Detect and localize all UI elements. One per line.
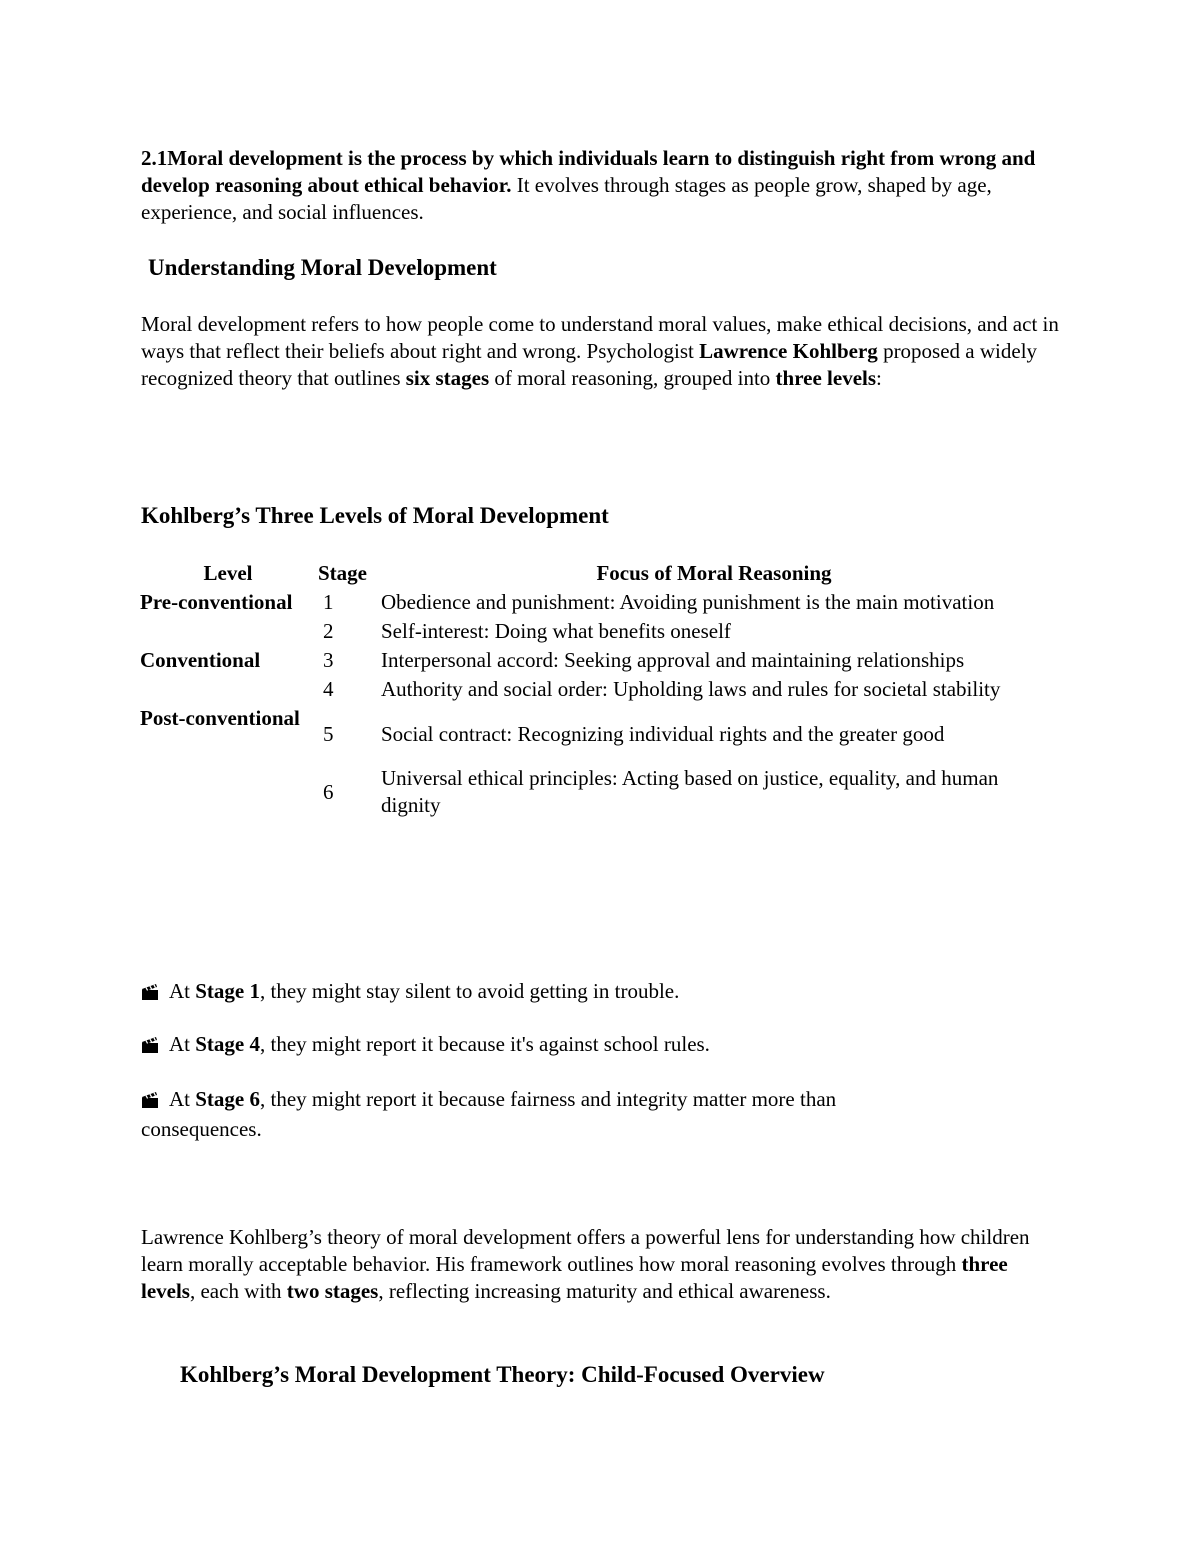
intro-paragraph xyxy=(141,145,1061,226)
example-post: , they might report it because it's against school rules. xyxy=(260,1032,710,1056)
understanding-bold-three-levels: three levels xyxy=(775,366,877,390)
section-heading-understanding: Understanding Moral Development xyxy=(148,255,497,280)
summary-text-e: , reflecting increasing maturity and ethical awareness. xyxy=(378,1279,831,1303)
summary-bold-two-stages: two stages xyxy=(286,1279,379,1303)
summary-text-c: , each with xyxy=(189,1279,287,1303)
table-cell-stage: 1 xyxy=(323,590,334,614)
summary-text-a: Lawrence Kohlberg’s theory of moral development offers a powerful lens for understanding how children learn morally acceptable behavior. His framework outlines how moral reasoning evolves through xyxy=(141,1225,1030,1276)
table-row xyxy=(138,704,1049,764)
table-header-level: Level xyxy=(203,560,253,585)
table-cell-focus: Interpersonal accord: Seeking approval and maintaining relationships xyxy=(381,648,965,672)
table-cell-level: Pre-conventional xyxy=(140,590,293,614)
table-cell-stage: 2 xyxy=(323,619,334,643)
clapperboard-icon xyxy=(141,1089,161,1116)
summary-bold-three-levels: three levels xyxy=(141,1252,1008,1303)
section-heading-three-levels: Kohlberg’s Three Levels of Moral Development xyxy=(141,503,609,528)
table-cell-focus: Universal ethical principles: Acting based on justice, equality, and human dignity xyxy=(381,766,999,817)
table-row xyxy=(138,588,1049,617)
table-cell-focus: Self-interest: Doing what benefits oneself xyxy=(381,619,731,643)
intro-rest: It evolves through stages as people grow, shaped by age, experience, and social influences. xyxy=(141,173,992,224)
final-heading: Kohlberg’s Moral Development Theory: Child-Focused Overview xyxy=(180,1362,825,1387)
example-stage: Stage 6 xyxy=(195,1087,260,1111)
intro-bold: 2.1Moral development is the process by which individuals learn to distinguish right from wrong and develop reasoning about ethical behavior. xyxy=(141,146,1036,197)
table-cell-focus: Authority and social order: Upholding laws and rules for societal stability xyxy=(381,677,1001,701)
table-cell-stage: 6 xyxy=(323,779,334,804)
understanding-bold-six-stages: six stages xyxy=(405,366,490,390)
example-stage-4 xyxy=(141,1031,1061,1061)
table-cell-focus: Social contract: Recognizing individual rights and the greater good xyxy=(381,721,945,746)
table-cell-level: Conventional xyxy=(140,648,261,672)
understanding-text-a: Moral development refers to how people come to understand moral values, make ethical decisions, and act in ways that reflect their beliefs about right and wrong. Psychologist xyxy=(141,312,1059,363)
table-row xyxy=(138,646,1049,675)
example-pre: At xyxy=(169,1087,196,1111)
example-pre: At xyxy=(169,1032,196,1056)
summary-paragraph xyxy=(141,1224,1061,1305)
understanding-bold-kohlberg: Lawrence Kohlberg xyxy=(699,339,878,363)
clapperboard-icon xyxy=(141,1034,161,1061)
example-post: , they might report it because fairness and integrity matter more than consequences. xyxy=(141,1087,837,1141)
understanding-text-e: of moral reasoning, grouped into xyxy=(489,366,776,390)
table-cell-focus: Obedience and punishment: Avoiding punishment is the main motivation xyxy=(381,590,995,614)
example-stage-6 xyxy=(141,1086,941,1143)
kohlberg-levels-table xyxy=(138,558,1049,820)
table-cell-stage: 5 xyxy=(323,721,334,746)
table-header-stage: Stage xyxy=(318,560,367,585)
understanding-text-g: : xyxy=(876,366,882,390)
understanding-paragraph xyxy=(141,311,1061,392)
table-header-row xyxy=(138,558,1049,588)
table-cell-level: Post-conventional xyxy=(140,706,300,730)
example-stage: Stage 1 xyxy=(195,979,260,1003)
example-stage: Stage 4 xyxy=(195,1032,260,1056)
example-post: , they might stay silent to avoid getting in trouble. xyxy=(260,979,680,1003)
example-pre: At xyxy=(169,979,196,1003)
table-cell-stage: 3 xyxy=(323,648,334,672)
understanding-text-c: proposed a widely recognized theory that outlines xyxy=(141,339,1038,390)
example-stage-1 xyxy=(141,978,1061,1008)
table-header-focus: Focus of Moral Reasoning xyxy=(596,560,832,585)
clapperboard-icon xyxy=(141,981,161,1008)
table-cell-stage: 4 xyxy=(323,677,334,701)
